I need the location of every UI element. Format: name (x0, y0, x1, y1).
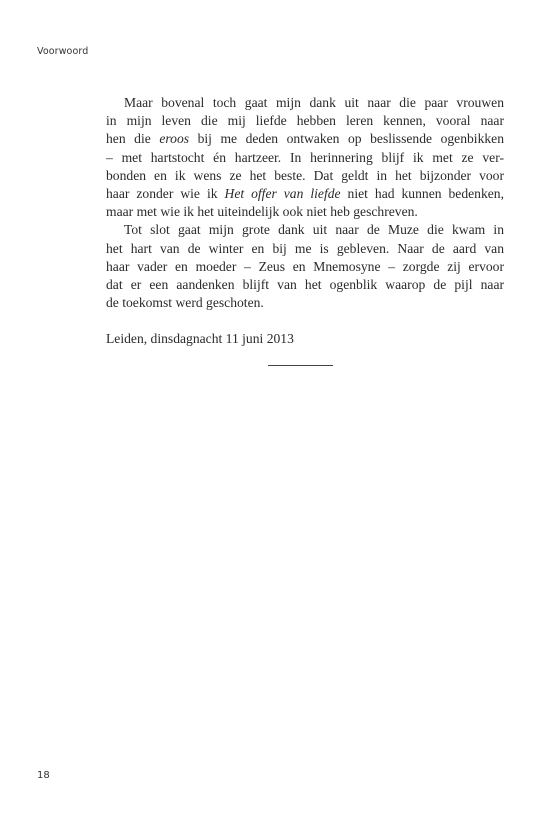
paragraph-2-line-4: dat er een aandenken blijft van het ogenblik waarop de pijl naar (106, 276, 504, 292)
paragraph-2-line-1: Tot slot gaat mijn grote dank uit naar de Muze die kwam in (124, 222, 504, 238)
paragraph-1-line-3-start: hen die (106, 131, 160, 147)
paragraph-1-line-7: maar met wie ik het uiteindelijk ook niet heb geschreven. (106, 204, 418, 220)
closing-rule (268, 365, 333, 366)
paragraph-1-line-5: bonden en ik wens ze het beste. Dat geldt in het bijzonder voor (106, 167, 504, 183)
paragraph-1-line-1: Maar bovenal toch gaat mijn dank uit naar die paar vrouwen (124, 95, 504, 110)
book-title-emphasis: Het offer van liefde (224, 185, 341, 201)
paragraph-2 (106, 221, 504, 312)
paragraph-1-line-3-end: bij me deden ontwaken op beslissende ogenbikken (189, 131, 504, 147)
paragraph-1-line-3 (106, 130, 504, 148)
paragraph-1-line-6-end: niet had kunnen bedenken, (340, 185, 504, 201)
place-date-signoff: Leiden, dinsdagnacht 11 juni 2013 (106, 331, 294, 346)
page-number: 18 (37, 770, 50, 781)
running-head: Voorwoord (37, 46, 89, 57)
paragraph-2-line-5: de toekomst werd geschoten. (106, 295, 264, 311)
emphasis-eroos: eroos (159, 131, 190, 147)
paragraph-2-line-3: haar vader en moeder – Zeus en Mnemosyne – zorgde zij ervoor (106, 258, 504, 274)
paragraph-1-line-2: in mijn leven die mij liefde hebben leren kennen, vooral naar (106, 113, 504, 129)
paragraph-2-line-2: het hart van de winter en bij me is gebleven. Naar de aard van (106, 240, 504, 256)
paragraph-1-line-4: – met hartstocht én hartzeer. In herinnering blijf ik met ze ver- (106, 149, 504, 165)
paragraph-1-line-6-start: haar zonder wie ik (106, 185, 225, 201)
paragraph-1-line-6 (106, 185, 504, 203)
paragraph-1 (106, 94, 504, 221)
body-text (106, 94, 504, 312)
